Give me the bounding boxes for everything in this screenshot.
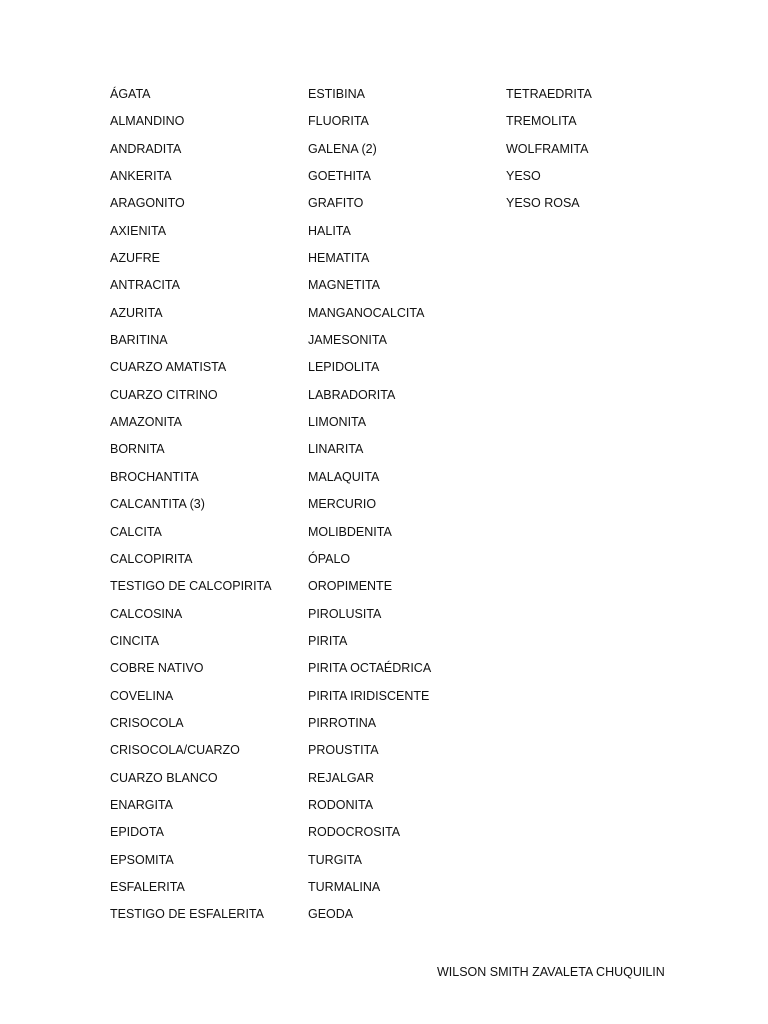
- list-item: CUARZO BLANCO: [110, 770, 218, 785]
- list-item: CUARZO AMATISTA: [110, 360, 227, 375]
- list-item: CINCITA: [110, 633, 160, 648]
- list-item: PIRITA: [308, 633, 348, 648]
- list-item: TESTIGO DE ESFALERITA: [110, 907, 264, 922]
- list-item: BROCHANTITA: [110, 469, 199, 484]
- list-item: PIRROTINA: [308, 715, 377, 730]
- list-item: MANGANOCALCITA: [308, 305, 425, 320]
- list-item: RODONITA: [308, 797, 374, 812]
- list-item: LINARITA: [308, 442, 364, 457]
- list-item: ANDRADITA: [110, 141, 182, 156]
- list-item: TURMALINA: [308, 879, 381, 894]
- list-item: COBRE NATIVO: [110, 661, 204, 676]
- list-item: AXIENITA: [110, 223, 167, 238]
- list-item: AZUFRE: [110, 251, 160, 266]
- list-item: TETRAEDRITA: [506, 87, 592, 101]
- list-item: JAMESONITA: [308, 333, 387, 348]
- list-item: YESO: [506, 169, 541, 184]
- list-item: TURGITA: [308, 852, 362, 867]
- list-item: HALITA: [308, 223, 351, 238]
- list-item: MALAQUITA: [308, 469, 380, 484]
- list-item: WOLFRAMITA: [506, 141, 589, 156]
- list-item: ÁGATA: [110, 87, 151, 101]
- list-item: CALCOSINA: [110, 606, 183, 621]
- list-item: AMAZONITA: [110, 415, 182, 430]
- list-item: PIRITA IRIDISCENTE: [308, 688, 430, 703]
- list-item: CUARZO CITRINO: [110, 387, 218, 402]
- list-item: CRISOCOLA: [110, 715, 184, 730]
- list-item: YESO ROSA: [506, 196, 580, 211]
- list-item: MAGNETITA: [308, 278, 380, 293]
- list-item: ANTRACITA: [110, 278, 180, 293]
- list-item: EPSOMITA: [110, 852, 174, 867]
- list-item: ESTIBINA: [308, 87, 365, 101]
- list-item: GEODA: [308, 907, 354, 922]
- list-item: GRAFITO: [308, 196, 364, 211]
- mineral-list-column-2: [308, 85, 431, 933]
- list-item: COVELINA: [110, 688, 174, 703]
- list-item: LIMONITA: [308, 415, 367, 430]
- mineral-list-column-3: [506, 85, 592, 222]
- list-item: HEMATITA: [308, 251, 370, 266]
- list-item: LABRADORITA: [308, 387, 396, 402]
- list-item: ANKERITA: [110, 169, 172, 184]
- list-item: RODOCROSITA: [308, 825, 401, 840]
- list-item: REJALGAR: [308, 770, 374, 785]
- list-item: OROPIMENTE: [308, 579, 393, 594]
- list-item: LEPIDOLITA: [308, 360, 380, 375]
- list-item: GALENA (2): [308, 141, 377, 156]
- list-item: ALMANDINO: [110, 114, 185, 129]
- list-item: BARITINA: [110, 333, 168, 348]
- list-item: CALCOPIRITA: [110, 551, 193, 566]
- mineral-list-column-1: [110, 85, 272, 933]
- list-item: ARAGONITO: [110, 196, 185, 211]
- list-item: MERCURIO: [308, 497, 377, 512]
- list-item: CALCITA: [110, 524, 162, 539]
- list-item: CALCANTITA (3): [110, 497, 205, 512]
- list-item: ESFALERITA: [110, 879, 185, 894]
- list-item: PROUSTITA: [308, 743, 379, 758]
- list-item: TREMOLITA: [506, 114, 577, 129]
- list-item: PIROLUSITA: [308, 606, 382, 621]
- list-item: MOLIBDENITA: [308, 524, 392, 539]
- list-item: TESTIGO DE CALCOPIRITA: [110, 579, 272, 594]
- list-item: PIRITA OCTAÉDRICA: [308, 661, 432, 676]
- list-item: BORNITA: [110, 442, 165, 457]
- list-item: AZURITA: [110, 305, 163, 320]
- list-item: ÓPALO: [308, 551, 351, 566]
- list-item: EPIDOTA: [110, 825, 164, 840]
- list-item: ENARGITA: [110, 797, 173, 812]
- list-item: GOETHITA: [308, 169, 371, 184]
- list-item: CRISOCOLA/CUARZO: [110, 743, 240, 758]
- list-item: FLUORITA: [308, 114, 369, 129]
- author-signature: WILSON SMITH ZAVALETA CHUQUILIN: [437, 965, 665, 979]
